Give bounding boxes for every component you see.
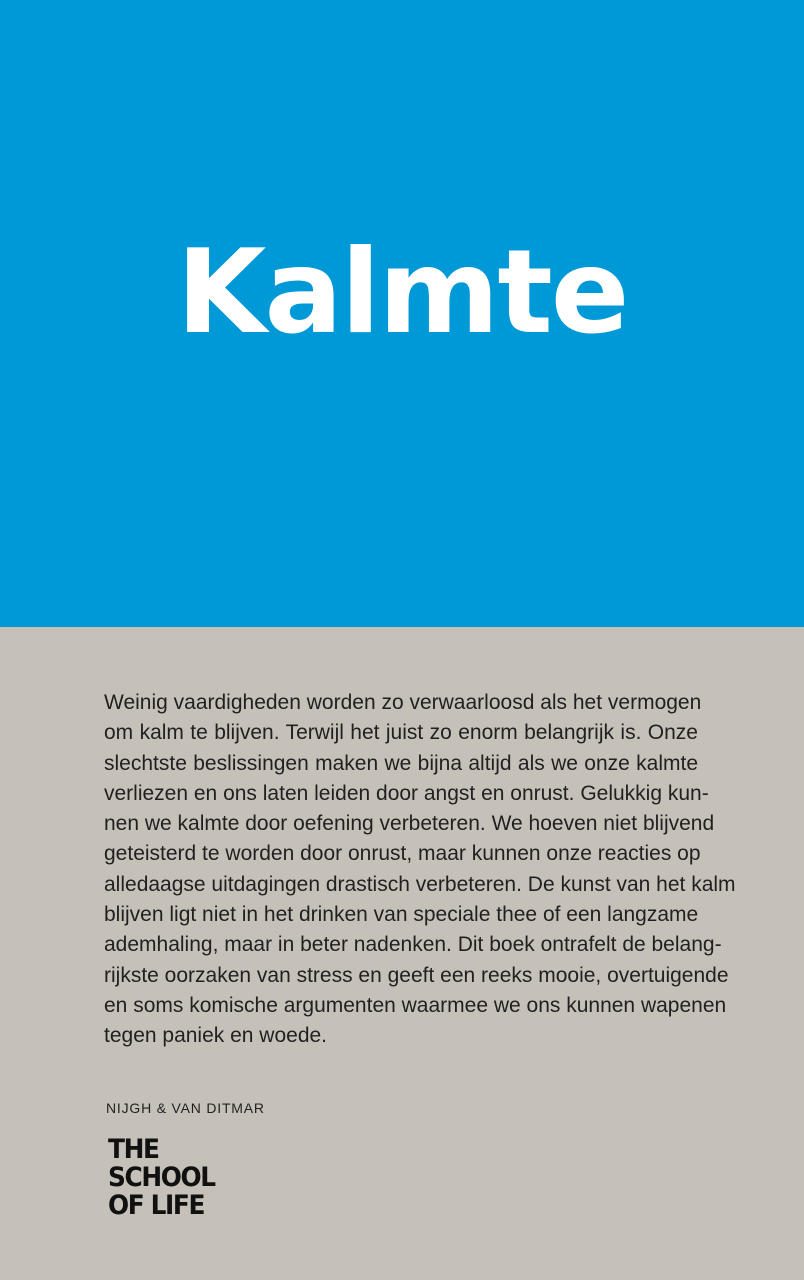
school-of-life-logo [108,1136,224,1220]
blurb-line: slechtste beslissingen maken we bijna altijd als we onze kalmte [104,751,698,775]
book-title: Kalmte [176,225,628,360]
blurb-line: blijven ligt niet in het drinken van speciale thee of een langzame [104,903,699,927]
back-cover-blurb [104,688,736,1052]
logo-line: THE [108,1134,159,1165]
blurb-line: geteisterd te worden door onrust, maar kunnen onze reacties op [104,842,701,866]
blurb-line: en soms komische argumenten waarmee we ons kunnen wapenen [104,993,727,1017]
blurb-line: ademhaling, maar in beter nadenken. Dit boek ontrafelt de belang- [104,933,722,957]
blurb-line: tegen paniek en woede. [104,1024,328,1048]
blurb-line: om kalm te blijven. Terwijl het juist zo enorm belangrijk is. Onze [104,721,698,745]
publisher-name: NIJGH & VAN DITMAR [106,1100,265,1116]
blurb-line: nen we kalmte door oefening verbeteren. We hoeven niet blijvend [104,812,715,836]
blurb-line: alledaagse uitdagingen drastisch verbeteren. De kunst van het kalm [104,872,736,896]
blurb-line: Weinig vaardigheden worden zo verwaarloosd als het vermogen [104,691,702,714]
blurb-line: rijkste oorzaken van stress en geeft een reeks mooie, overtuigende [104,963,729,987]
blurb-line: verliezen en ons laten leiden door angst en onrust. Gelukkig kun- [104,781,709,805]
cover-top-panel [0,0,804,627]
logo-line: OF LIFE [108,1190,205,1221]
logo-line: SCHOOL [108,1162,215,1193]
